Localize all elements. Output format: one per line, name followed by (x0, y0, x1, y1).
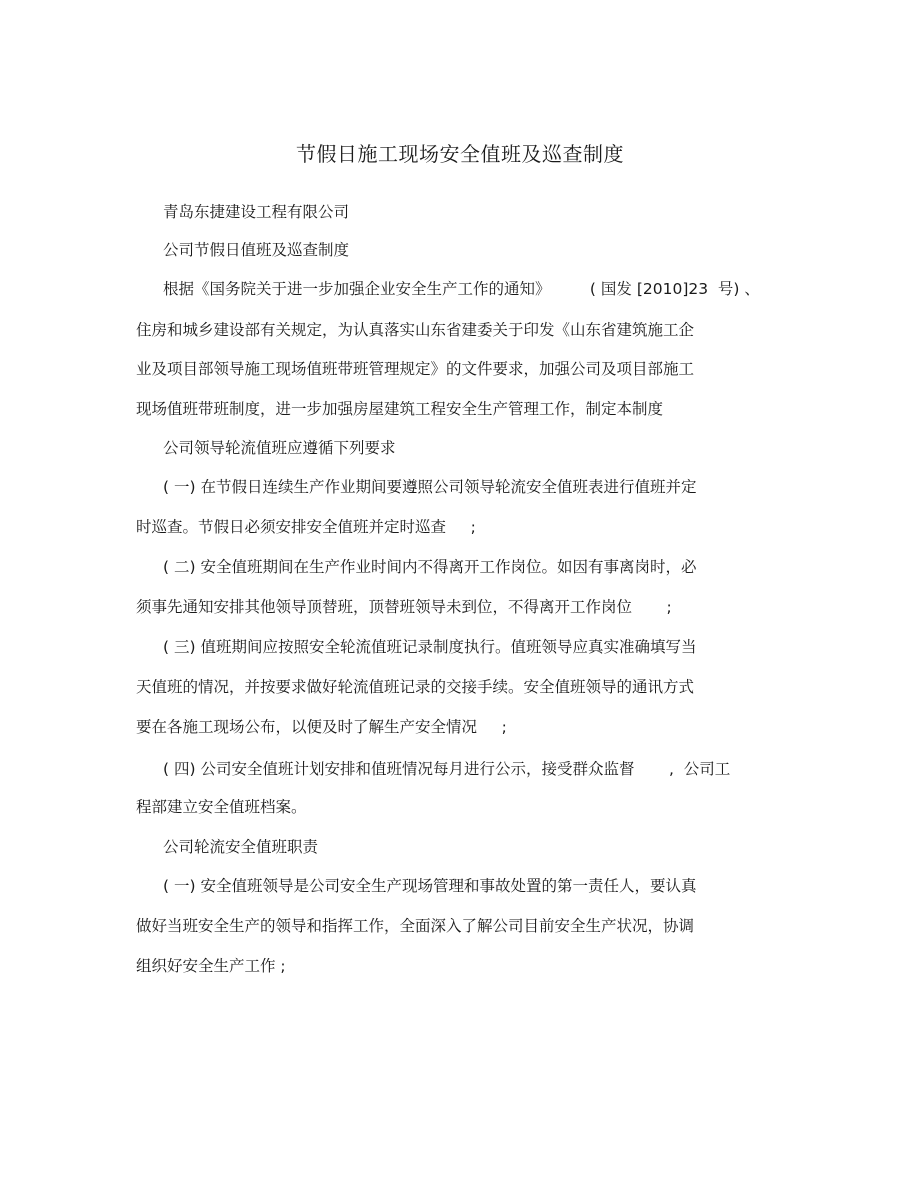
section-heading: 公司节假日值班及巡查制度 (163, 241, 350, 259)
paragraph-line: 时巡查。节假日必须安排安全值班并定时巡查 ; (136, 518, 476, 536)
paragraph-line: 组织好安全生产工作 ; (136, 957, 286, 975)
paragraph-line: 做好当班安全生产的领导和指挥工作，全面深入了解公司目前安全生产状况，协调 (136, 917, 695, 935)
paragraph-line: ( 二) 安全值班期间在生产作业时间内不得离开工作岗位。如因有事离岗时，必 (163, 558, 697, 576)
section-heading: 公司轮流安全值班职责 (163, 838, 319, 856)
paragraph-line: ( 一) 在节假日连续生产作业期间要遵照公司领导轮流安全值班表进行值班并定 (163, 478, 697, 496)
paragraph-line: 程部建立安全值班档案。 (136, 798, 307, 816)
paragraph-line: 现场值班带班制度，进一步加强房屋建筑工程安全生产管理工作，制定本制度 (136, 400, 664, 418)
paragraph-line: 住房和城乡建设部有关规定，为认真落实山东省建委关于印发《山东省建筑施工企 (136, 321, 695, 339)
company-name-line: 青岛东捷建设工程有限公司 (163, 203, 350, 221)
document-title: 节假日施工现场安全值班及巡查制度 (296, 142, 624, 166)
paragraph-line: 须事先通知安排其他领导顶替班，顶替班领导未到位，不得离开工作岗位 ; (136, 598, 672, 616)
paragraph-line: 天值班的情况，并按要求做好轮流值班记录的交接手续。安全值班领导的通讯方式 (136, 678, 695, 696)
paragraph-line: 根据《国务院关于进一步加强企业安全生产工作的通知》 ( 国发 [2010]23 号) 、 (163, 280, 760, 298)
paragraph-line: ( 三) 值班期间应按照安全轮流值班记录制度执行。值班领导应真实准确填写当 (163, 638, 697, 656)
paragraph-line: ( 四) 公司安全值班计划安排和值班情况每月进行公示，接受群众监督 , 公司工 (163, 760, 731, 778)
paragraph-line: 要在各施工现场公布，以便及时了解生产安全情况 ; (136, 718, 507, 736)
paragraph-line: 业及项目部领导施工现场值班带班管理规定》的文件要求，加强公司及项目部施工 (136, 360, 695, 378)
section-heading: 公司领导轮流值班应遵循下列要求 (163, 439, 396, 457)
paragraph-line: ( 一) 安全值班领导是公司安全生产现场管理和事故处置的第一责任人，要认真 (163, 877, 697, 895)
